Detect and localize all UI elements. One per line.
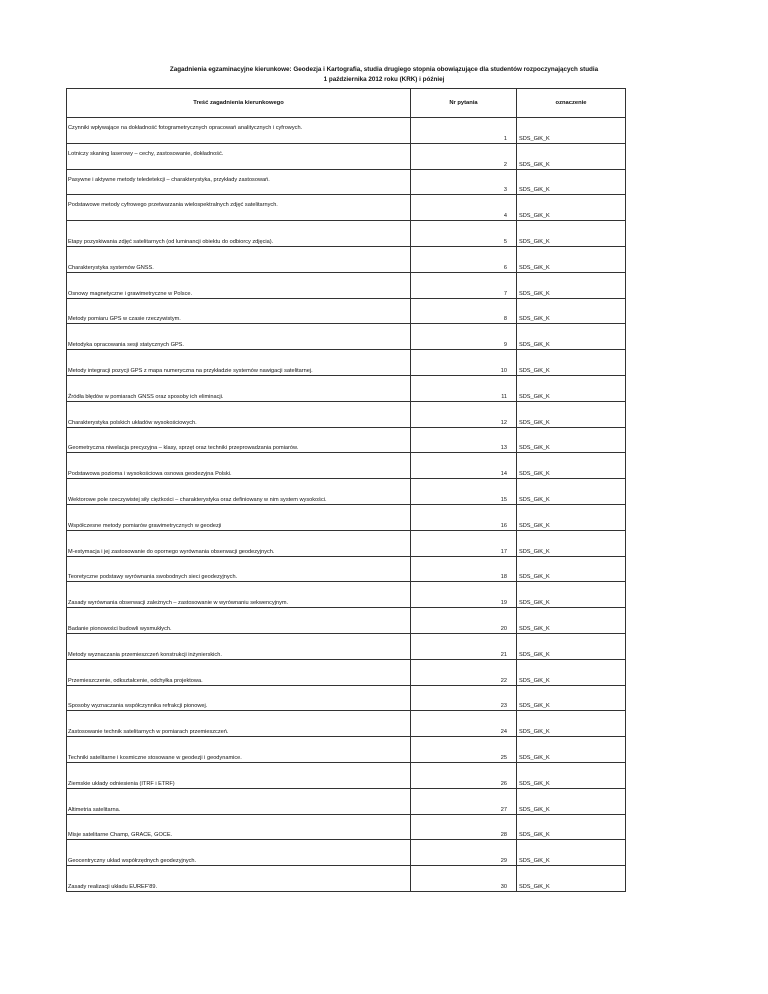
code-cell: SDS_GiK_K [517,530,626,556]
question-number-cell: 25 [411,737,517,763]
question-number-cell: 10 [411,350,517,376]
question-number-cell: 1 [411,118,517,144]
table-row [67,659,626,685]
topic-cell: Geometryczna niwelacja precyzyjna – klasy, sprzęt oraz techniki przeprowadzania pomiarów. [67,427,411,453]
header-code: oznaczenie [517,89,626,118]
topic-cell: Współczesne metody pomiarów grawimetrycznych w geodezji [67,504,411,530]
code-cell: SDS_GiK_K [517,324,626,350]
table-row [67,375,626,401]
topic-cell: Zastosowanie technik satelitarnych w pomiarach przemieszczeń. [67,711,411,737]
table-row [67,401,626,427]
question-number-cell: 26 [411,762,517,788]
topics-table [66,88,626,892]
code-cell: SDS_GiK_K [517,762,626,788]
question-number-cell: 3 [411,169,517,195]
topic-cell: M-estymacja i jej zastosowanie do opornego wyrównania obserwacji geodezyjnych. [67,530,411,556]
question-number-cell: 30 [411,866,517,892]
topic-cell: Charakterystyka polskich układów wysokościowych. [67,401,411,427]
question-number-cell: 7 [411,272,517,298]
code-cell: SDS_GiK_K [517,504,626,530]
header-number: Nr pytania [411,89,517,118]
topic-cell: Wektorowe pole rzeczywistej siły ciężkości – charakterystyka oraz definiowany w nim system wysokości. [67,479,411,505]
table-row [67,737,626,763]
table-row [67,582,626,608]
code-cell: SDS_GiK_K [517,814,626,840]
question-number-cell: 11 [411,375,517,401]
question-number-cell: 12 [411,401,517,427]
code-cell: SDS_GiK_K [517,582,626,608]
code-cell: SDS_GiK_K [517,272,626,298]
question-number-cell: 13 [411,427,517,453]
table-row [67,685,626,711]
header-topic: Treść zagadnienia kierunkowego [67,89,411,118]
table-row [67,427,626,453]
table-row [67,453,626,479]
table-row [67,840,626,866]
table-row [67,324,626,350]
question-number-cell: 8 [411,298,517,324]
code-cell: SDS_GiK_K [517,375,626,401]
code-cell: SDS_GiK_K [517,221,626,247]
topic-cell: Badanie pionowości budowli wysmukłych. [67,608,411,634]
table-row [67,246,626,272]
topic-cell: Techniki satelitarne i kosmiczne stosowane w geodezji i geodynamice. [67,737,411,763]
question-number-cell: 17 [411,530,517,556]
question-number-cell: 18 [411,556,517,582]
topic-cell: Metody pomiaru GPS w czasie rzeczywistym. [67,298,411,324]
code-cell: SDS_GiK_K [517,788,626,814]
question-number-cell: 23 [411,685,517,711]
document-title-line-2: 1 października 2012 roku (KRK) i później [323,76,445,83]
code-cell: SDS_GiK_K [517,195,626,221]
topic-cell: Etapy pozyskiwania zdjęć satelitarnych (od luminancji obiektu do odbiorcy zdjęcia). [67,221,411,247]
topic-cell: Czynniki wpływające na dokładność fotogrametrycznych opracowań analitycznych i cyfrowych. [67,118,411,144]
table-row [67,298,626,324]
code-cell: SDS_GiK_K [517,246,626,272]
table-row [67,221,626,247]
table-row [67,479,626,505]
code-cell: SDS_GiK_K [517,479,626,505]
table-body [67,118,626,892]
topic-cell: Zasady wyrównania obserwacji zależnych – zastosowanie w wyrównaniu sekwencyjnym. [67,582,411,608]
question-number-cell: 2 [411,143,517,169]
code-cell: SDS_GiK_K [517,711,626,737]
topic-cell: Przemieszczenie, odkształcenie, odchyłka projektowa. [67,659,411,685]
code-cell: SDS_GiK_K [517,298,626,324]
question-number-cell: 22 [411,659,517,685]
code-cell: SDS_GiK_K [517,427,626,453]
topic-cell: Źródła błędów w pomiarach GNSS oraz sposoby ich eliminacji. [67,375,411,401]
question-number-cell: 16 [411,504,517,530]
table-row [67,169,626,195]
topic-cell: Podstawowe metody cyfrowego przetwarzania wielospektralnych zdjęć satelitarnych. [67,195,411,221]
table-row [67,711,626,737]
question-number-cell: 4 [411,195,517,221]
question-number-cell: 28 [411,814,517,840]
code-cell: SDS_GiK_K [517,633,626,659]
code-cell: SDS_GiK_K [517,453,626,479]
table-row [67,608,626,634]
topic-cell: Podstawowa pozioma i wysokościowa osnowa geodezyjna Polski. [67,453,411,479]
table-header-row [67,89,626,118]
question-number-cell: 20 [411,608,517,634]
code-cell: SDS_GiK_K [517,169,626,195]
table-row [67,118,626,144]
topic-cell: Altimetria satelitarna. [67,788,411,814]
code-cell: SDS_GiK_K [517,350,626,376]
question-number-cell: 27 [411,788,517,814]
table-row [67,143,626,169]
code-cell: SDS_GiK_K [517,143,626,169]
table-row [67,530,626,556]
table-row [67,866,626,892]
table-row [67,814,626,840]
code-cell: SDS_GiK_K [517,840,626,866]
table-row [67,272,626,298]
table-row [67,556,626,582]
table-row [67,633,626,659]
table-row [67,195,626,221]
table-row [67,788,626,814]
topic-cell: Sposoby wyznaczania współczynnika refrakcji pionowej. [67,685,411,711]
topic-cell: Geocentryczny układ współrzędnych geodezyjnych. [67,840,411,866]
code-cell: SDS_GiK_K [517,608,626,634]
question-number-cell: 29 [411,840,517,866]
question-number-cell: 14 [411,453,517,479]
topic-cell: Metody integracji pozycji GPS z mapa numeryczna na przykładzie systemów nawigacji satelitarnej. [67,350,411,376]
question-number-cell: 21 [411,633,517,659]
topic-cell: Metodyka opracowania sesji statycznych GPS. [67,324,411,350]
question-number-cell: 24 [411,711,517,737]
topic-cell: Metody wyznaczania przemieszczeń konstrukcji inżynierskich. [67,633,411,659]
topic-cell: Pasywne i aktywne metody teledetekcji – charakterystyka, przykłady zastosowań. [67,169,411,195]
question-number-cell: 9 [411,324,517,350]
topic-cell: Zasady realizacji układu EUREF'89. [67,866,411,892]
code-cell: SDS_GiK_K [517,118,626,144]
document-title-line-1: Zagadnienia egzaminacyjne kierunkowe: Geodezja i Kartografia, studia drugiego stopnia obowiązujące dla studentów rozpoczynających studia [169,66,599,73]
question-number-cell: 19 [411,582,517,608]
code-cell: SDS_GiK_K [517,401,626,427]
table-row [67,504,626,530]
topic-cell: Misje satelitarne Champ, GRACE, GOCE. [67,814,411,840]
code-cell: SDS_GiK_K [517,556,626,582]
table-row [67,350,626,376]
question-number-cell: 15 [411,479,517,505]
code-cell: SDS_GiK_K [517,737,626,763]
code-cell: SDS_GiK_K [517,659,626,685]
topic-cell: Osnowy magnetyczne i grawimetryczne w Polsce. [67,272,411,298]
topic-cell: Ziemskie układy odniesienia (ITRF i ETRF) [67,762,411,788]
code-cell: SDS_GiK_K [517,685,626,711]
question-number-cell: 5 [411,221,517,247]
question-number-cell: 6 [411,246,517,272]
topic-cell: Teoretyczne podstawy wyrównania swobodnych sieci geodezyjnych. [67,556,411,582]
topic-cell: Lotniczy skaning laserowy – cechy, zastosowanie, dokładność. [67,143,411,169]
topic-cell: Charakterystyka systemów GNSS. [67,246,411,272]
table-row [67,762,626,788]
code-cell: SDS_GiK_K [517,866,626,892]
